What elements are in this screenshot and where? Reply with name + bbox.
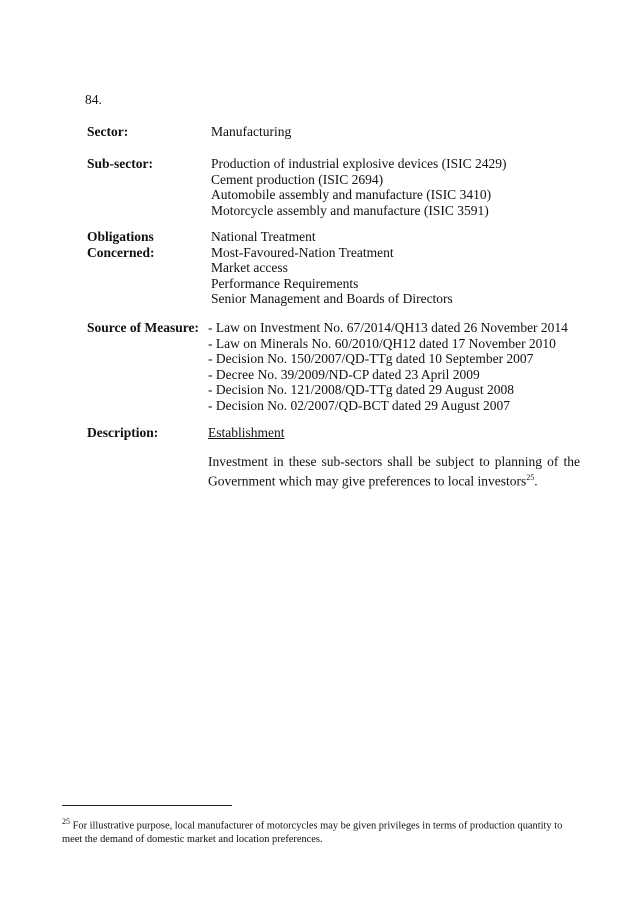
- list-item: Performance Requirements: [211, 275, 359, 291]
- list-item: - Decision No. 121/2008/QD-TTg dated 29 August 2008: [208, 382, 514, 398]
- footnote: [62, 815, 582, 847]
- source-of-measure-label: Source of Measure:: [87, 320, 199, 335]
- source-of-measure-list: [208, 320, 568, 414]
- list-item: Production of industrial explosive devices (ISIC 2429): [211, 156, 507, 171]
- description-text: Investment in these sub-sectors shall be subject to planning of the Government which may give preferences to local investors: [208, 454, 580, 489]
- footnote-text: For illustrative purpose, local manufacturer of motorcycles may be given privileges in terms of production quantity to meet the demand of domestic market and location preferences.: [62, 820, 563, 846]
- list-item: - Decision No. 02/2007/QD-BCT dated 29 August 2007: [208, 397, 510, 413]
- list-item: Automobile assembly and manufacture (ISIC 3410): [211, 187, 492, 203]
- list-item: - Decision No. 150/2007/QD-TTg dated 10 September 2007: [208, 351, 534, 367]
- list-item: - Decree No. 39/2009/ND-CP dated 23 April 2009: [208, 366, 480, 382]
- sector-label: Sector:: [87, 124, 129, 139]
- footnote-divider: [62, 805, 232, 806]
- description-paragraph-end: .: [534, 473, 538, 489]
- sub-sector-label: Sub-sector:: [87, 156, 153, 171]
- list-item: Cement production (ISIC 2694): [211, 171, 384, 187]
- obligations-label: [87, 229, 207, 261]
- obligations-label-line2: Concerned:: [87, 245, 155, 260]
- description-label: Description:: [87, 425, 159, 440]
- description-heading: Establishment: [208, 425, 285, 440]
- list-item: Market access: [211, 260, 288, 276]
- sector-value: Manufacturing: [211, 124, 292, 139]
- list-item: - Law on Investment No. 67/2014/QH13 dated 26 November 2014: [208, 320, 568, 335]
- obligations-label-line1: Obligations: [87, 229, 154, 244]
- list-item: Most-Favoured-Nation Treatment: [211, 244, 394, 260]
- obligations-list: [211, 229, 571, 307]
- list-item: Senior Management and Boards of Directors: [211, 291, 453, 307]
- list-item: - Law on Minerals No. 60/2010/QH12 dated 17 November 2010: [208, 335, 556, 351]
- page-number: 84.: [85, 92, 102, 107]
- list-item: National Treatment: [211, 229, 316, 244]
- description-paragraph: [208, 454, 580, 490]
- list-item: Motorcycle assembly and manufacture (ISIC 3591): [211, 202, 489, 218]
- footnote-number: 25: [62, 817, 70, 826]
- footnote-reference: 25: [526, 473, 535, 482]
- sub-sector-list: [211, 156, 571, 218]
